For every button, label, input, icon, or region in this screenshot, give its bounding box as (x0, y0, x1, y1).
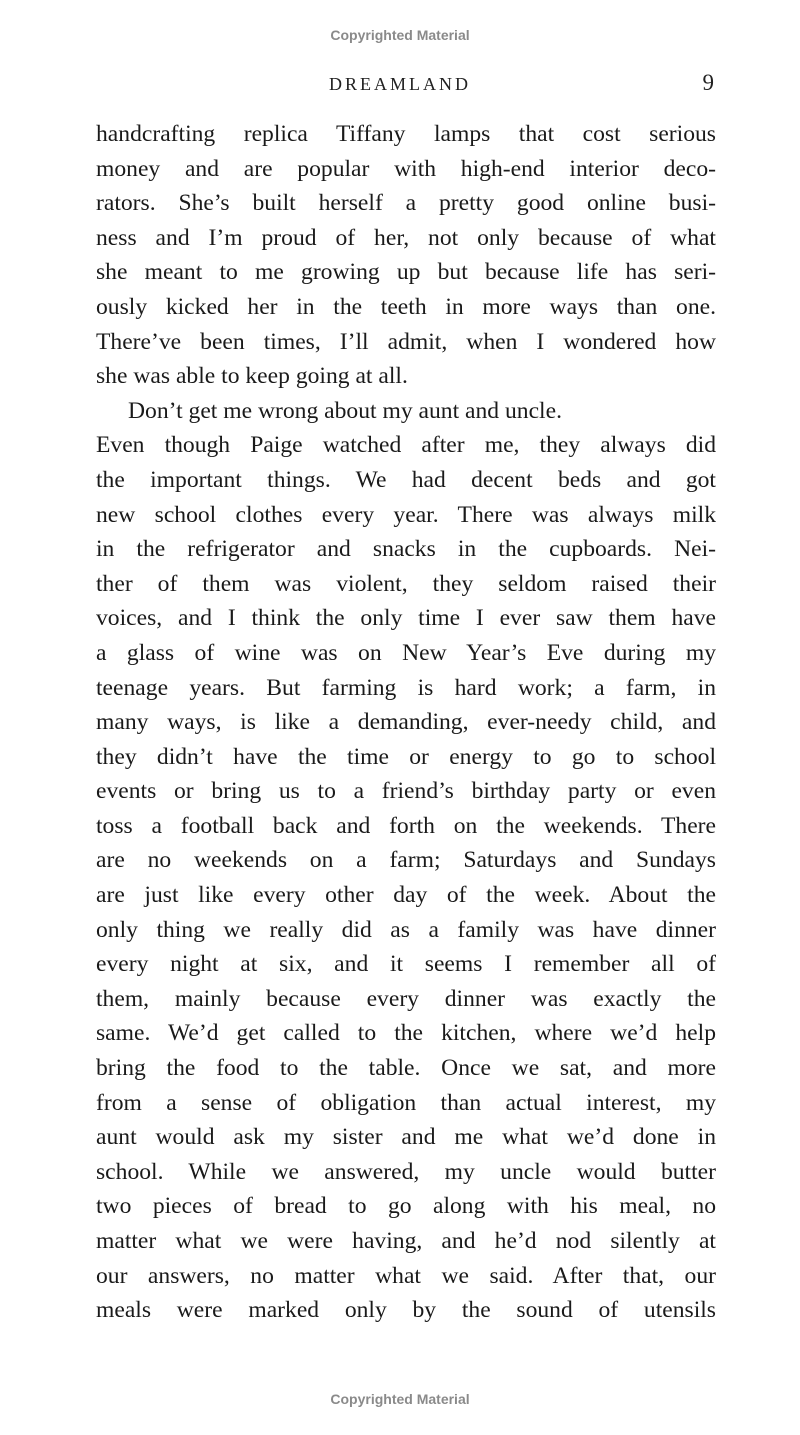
text-line: from a sense of obligation than actual interest, my (96, 1089, 716, 1116)
text-line: toss a football back and forth on the weekends. There (96, 812, 716, 839)
text-line: Even though Paige watched after me, they always did (96, 432, 716, 459)
text-line: she meant to me growing up but because life has seri- (96, 259, 716, 286)
text-line: matter what we were having, and he’d nod silently at (96, 1228, 716, 1254)
running-header (96, 70, 716, 100)
copyright-watermark-bottom: Copyrighted Material (330, 1391, 470, 1407)
text-line: aunt would ask my sister and me what we’d done in (96, 1124, 716, 1151)
text-line: are no weekends on a farm; Saturdays and Sundays (96, 847, 716, 874)
text-line: our answers, no matter what we said. After that, our (96, 1262, 716, 1289)
body-text (96, 117, 716, 1328)
text-line: new school clothes every year. There was always milk (96, 501, 716, 528)
text-line: ness and I’m proud of her, not only because of what (96, 224, 716, 251)
text-line: same. We’d get called to the kitchen, where we’d help (96, 1020, 716, 1047)
text-line: them, mainly because every dinner was exactly the (96, 985, 716, 1012)
text-line: every night at six, and it seems I remember all of (96, 951, 716, 978)
text-line: bring the food to the table. Once we sat, and more (96, 1055, 716, 1082)
text-line: a glass of wine was on New Year’s Eve during my (96, 639, 716, 666)
text-line: There’ve been times, I’ll admit, when I wondered how (96, 328, 716, 355)
text-line: ther of them was violent, they seldom raised their (96, 570, 716, 597)
text-line: voices, and I think the only time I ever saw them have (96, 605, 716, 632)
text-line: they didn’t have the time or energy to go to school (96, 743, 716, 770)
text-line: in the refrigerator and snacks in the cupboards. Nei- (96, 536, 716, 563)
text-line: she was able to keep going at all. (96, 363, 408, 390)
text-line: two pieces of bread to go along with his meal, no (96, 1193, 716, 1220)
text-line: meals were marked only by the sound of utensils (96, 1297, 716, 1324)
text-line: money and are popular with high-end interior deco- (96, 155, 716, 182)
text-line: events or bring us to a friend’s birthday party or even (96, 778, 716, 805)
text-line: the important things. We had decent beds and got (96, 466, 716, 493)
page-number: 9 (702, 70, 714, 95)
text-line: rators. She’s built herself a pretty good online busi- (96, 190, 716, 217)
text-line: Don’t get me wrong about my aunt and uncle. (128, 397, 562, 424)
running-head-title: DREAMLAND (329, 74, 471, 94)
text-line: teenage years. But farming is hard work; a farm, in (96, 674, 716, 701)
text-line: ously kicked her in the teeth in more ways than one. (96, 293, 716, 320)
text-line: school. While we answered, my uncle would butter (96, 1158, 716, 1185)
text-line: many ways, is like a demanding, ever-needy child, and (96, 709, 716, 736)
copyright-watermark-top: Copyrighted Material (330, 27, 470, 43)
text-line: are just like every other day of the week. About the (96, 882, 716, 909)
text-line: handcrafting replica Tiffany lamps that cost serious (96, 121, 716, 147)
text-line: only thing we really did as a family was have dinner (96, 916, 716, 943)
